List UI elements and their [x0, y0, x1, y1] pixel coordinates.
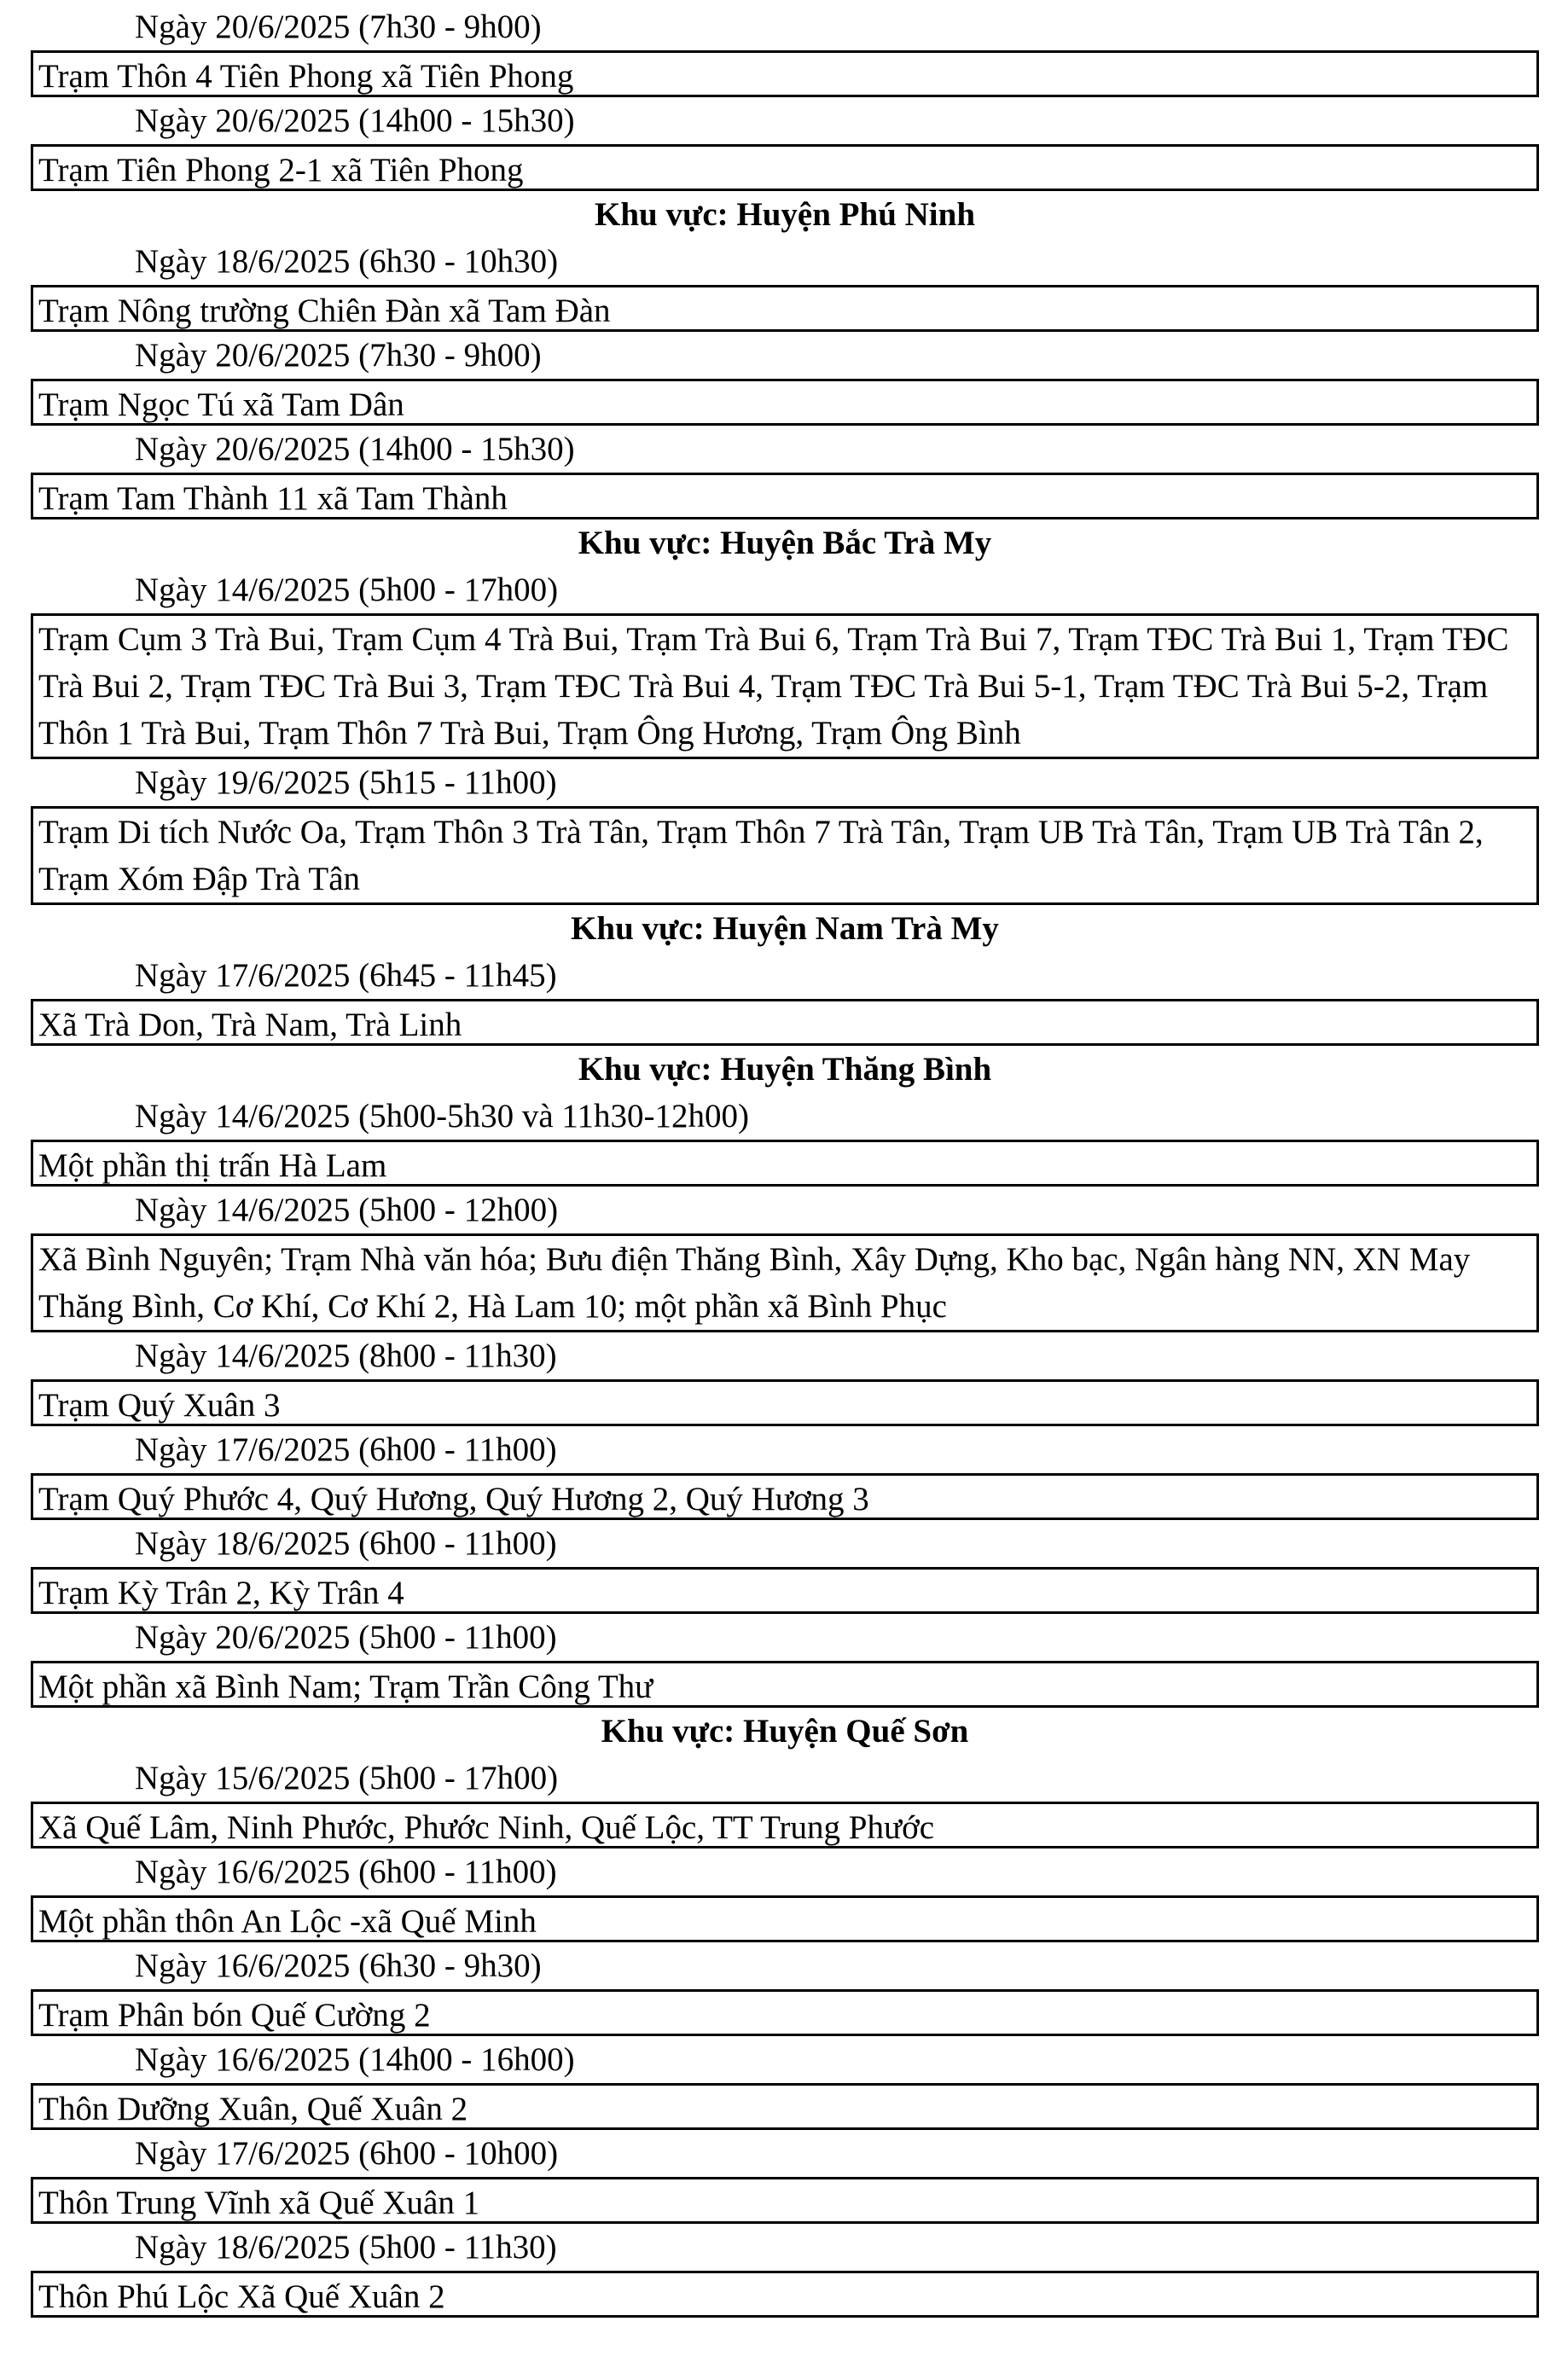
location-box: Xã Quế Lâm, Ninh Phước, Phước Ninh, Quế Lộc, TT Trung Phước — [31, 1802, 1539, 1848]
date-row: Ngày 14/6/2025 (5h00 - 17h00) — [135, 572, 559, 608]
area-heading: Khu vực: Huyện Phú Ninh — [594, 196, 976, 233]
date-row: Ngày 16/6/2025 (14h00 - 16h00) — [135, 2041, 575, 2078]
location-box: Trạm Tiên Phong 2-1 xã Tiên Phong — [31, 144, 1539, 191]
date-row: Ngày 14/6/2025 (5h00 - 12h00) — [135, 1192, 559, 1228]
date-row: Ngày 20/6/2025 (7h30 - 9h00) — [135, 9, 542, 45]
location-box: Thôn Trung Vĩnh xã Quế Xuân 1 — [31, 2177, 1539, 2224]
date-row: Ngày 20/6/2025 (5h00 - 11h00) — [135, 1619, 557, 1656]
date-row: Ngày 20/6/2025 (14h00 - 15h30) — [135, 102, 575, 139]
date-row: Ngày 14/6/2025 (5h00-5h30 và 11h30-12h00) — [135, 1098, 749, 1135]
location-box: Trạm Ngọc Tú xã Tam Dân — [31, 379, 1539, 426]
date-row: Ngày 17/6/2025 (6h00 - 10h00) — [135, 2135, 559, 2172]
location-box: Một phần xã Bình Nam; Trạm Trần Công Thư — [31, 1661, 1539, 1708]
area-heading: Khu vực: Huyện Thăng Bình — [578, 1051, 992, 1088]
location-box: Xã Trà Don, Trà Nam, Trà Linh — [31, 999, 1539, 1046]
location-box: Trạm Nông trường Chiên Đàn xã Tam Đàn — [31, 285, 1539, 332]
date-row: Ngày 18/6/2025 (6h00 - 11h00) — [135, 1525, 557, 1562]
outage-schedule-list — [31, 3, 1539, 2318]
location-box: Trạm Kỳ Trân 2, Kỳ Trân 4 — [31, 1567, 1539, 1614]
location-box: Trạm Di tích Nước Oa, Trạm Thôn 3 Trà Tân, Trạm Thôn 7 Trà Tân, Trạm UB Trà Tân, Trạm UB Trà Tân 2, Trạm Xóm Đập Trà Tân — [31, 806, 1539, 905]
location-box: Thôn Dưỡng Xuân, Quế Xuân 2 — [31, 2083, 1539, 2130]
location-box: Một phần thôn An Lộc -xã Quế Minh — [31, 1895, 1539, 1942]
location-box: Trạm Phân bón Quế Cường 2 — [31, 1989, 1539, 2036]
location-box: Một phần thị trấn Hà Lam — [31, 1140, 1539, 1187]
area-heading: Khu vực: Huyện Nam Trà My — [571, 910, 999, 947]
location-box: Trạm Tam Thành 11 xã Tam Thành — [31, 473, 1539, 519]
location-box: Thôn Phú Lộc Xã Quế Xuân 2 — [31, 2271, 1539, 2318]
area-heading: Khu vực: Huyện Quế Sơn — [601, 1713, 969, 1750]
date-row: Ngày 19/6/2025 (5h15 - 11h00) — [135, 764, 557, 801]
date-row: Ngày 17/6/2025 (6h45 - 11h45) — [135, 957, 557, 994]
location-box: Trạm Cụm 3 Trà Bui, Trạm Cụm 4 Trà Bui, Trạm Trà Bui 6, Trạm Trà Bui 7, Trạm TĐC Trà Bui 1, Trạm TĐC Trà Bui 2, Trạm TĐC Trà Bui 3, Trạm TĐC Trà Bui 4, Trạm TĐC Trà Bui 5-1, Trạm TĐC Trà Bui 5-2, Trạm Thôn 1 Trà Bui, Trạm Thôn 7 Trà Bui, Trạm Ông Hương, Trạm Ông Bình — [31, 613, 1539, 759]
date-row: Ngày 18/6/2025 (6h30 - 10h30) — [135, 243, 559, 280]
date-row: Ngày 16/6/2025 (6h00 - 11h00) — [135, 1854, 557, 1890]
area-heading: Khu vực: Huyện Bắc Trà My — [578, 525, 992, 561]
date-row: Ngày 16/6/2025 (6h30 - 9h30) — [135, 1947, 542, 1984]
date-row: Ngày 14/6/2025 (8h00 - 11h30) — [135, 1338, 557, 1374]
date-row: Ngày 15/6/2025 (5h00 - 17h00) — [135, 1760, 559, 1796]
location-box: Trạm Quý Phước 4, Quý Hương, Quý Hương 2, Quý Hương 3 — [31, 1473, 1539, 1520]
date-row: Ngày 20/6/2025 (14h00 - 15h30) — [135, 431, 575, 467]
date-row: Ngày 17/6/2025 (6h00 - 11h00) — [135, 1431, 557, 1468]
location-box: Trạm Quý Xuân 3 — [31, 1379, 1539, 1426]
location-box: Trạm Thôn 4 Tiên Phong xã Tiên Phong — [31, 50, 1539, 97]
date-row: Ngày 20/6/2025 (7h30 - 9h00) — [135, 337, 542, 374]
date-row: Ngày 18/6/2025 (5h00 - 11h30) — [135, 2229, 557, 2266]
location-box: Xã Bình Nguyên; Trạm Nhà văn hóa; Bưu điện Thăng Bình, Xây Dựng, Kho bạc, Ngân hàng NN, XN May Thăng Bình, Cơ Khí, Cơ Khí 2, Hà Lam 10; một phần xã Bình Phục — [31, 1233, 1539, 1332]
